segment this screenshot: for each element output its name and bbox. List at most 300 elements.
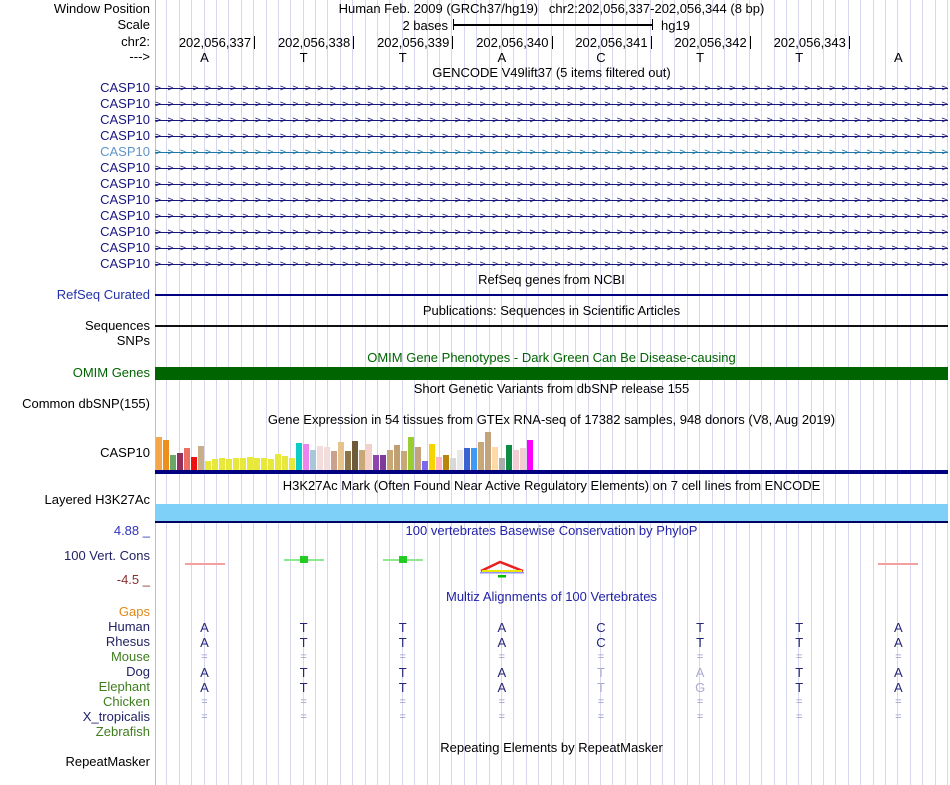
strand-arrow-icon: > — [242, 195, 249, 206]
gencode-transcript-label[interactable]: CASP10 — [100, 160, 150, 175]
gtex-tissue-bar[interactable] — [170, 455, 176, 470]
gencode-transcript-arrows[interactable] — [155, 115, 948, 126]
multiz-species-label[interactable]: Human — [108, 619, 150, 634]
strand-arrow-icon: > — [417, 243, 424, 254]
strand-arrow-icon: > — [591, 227, 598, 238]
gtex-tissue-bar[interactable] — [303, 444, 309, 470]
strand-arrow-icon: > — [579, 131, 586, 142]
strand-arrow-icon: > — [554, 179, 561, 190]
gencode-transcript-label[interactable]: CASP10 — [100, 128, 150, 143]
strand-arrow-icon: > — [229, 83, 236, 94]
strand-arrow-icon: > — [779, 243, 786, 254]
strand-arrow-icon: > — [766, 227, 773, 238]
strand-arrow-icon: > — [317, 179, 324, 190]
gtex-tissue-bar[interactable] — [163, 440, 169, 470]
strand-arrow-icon: > — [891, 227, 898, 238]
strand-arrow-icon: > — [666, 115, 673, 126]
strand-arrow-icon: > — [741, 195, 748, 206]
multiz-alignment-cell: T — [696, 620, 705, 635]
strand-arrow-icon: > — [941, 179, 948, 190]
gencode-transcript-arrows[interactable] — [155, 99, 948, 110]
strand-arrow-icon: > — [279, 99, 286, 110]
strand-arrow-icon: > — [417, 227, 424, 238]
gencode-transcript-label[interactable]: CASP10 — [100, 208, 150, 223]
strand-arrow-icon: > — [929, 211, 936, 222]
strand-arrow-icon: > — [242, 99, 249, 110]
gtex-tissue-bar[interactable] — [513, 450, 519, 470]
strand-arrow-icon: > — [167, 195, 174, 206]
strand-arrow-icon: > — [292, 147, 299, 158]
strand-arrow-icon: > — [741, 83, 748, 94]
gtex-tissue-bar[interactable] — [387, 450, 393, 470]
strand-arrow-icon: > — [492, 163, 499, 174]
multiz-alignment-cell: T — [299, 620, 308, 635]
strand-arrow-icon: > — [317, 99, 324, 110]
strand-arrow-icon: > — [854, 99, 861, 110]
strand-arrow-icon: > — [479, 99, 486, 110]
strand-arrow-icon: > — [766, 211, 773, 222]
strand-arrow-icon: > — [529, 211, 536, 222]
refseq-curated-line[interactable] — [155, 294, 948, 296]
strand-arrow-icon: > — [829, 115, 836, 126]
strand-arrow-icon: > — [679, 163, 686, 174]
strand-arrow-icon: > — [155, 83, 162, 94]
strand-arrow-icon: > — [442, 147, 449, 158]
gtex-tissue-bar[interactable] — [261, 458, 267, 470]
strand-arrow-icon: > — [254, 227, 261, 238]
strand-arrow-icon: > — [866, 163, 873, 174]
strand-arrow-icon: > — [579, 115, 586, 126]
gencode-transcript-arrows[interactable] — [155, 83, 948, 94]
multiz-alignment-cell: = — [597, 651, 605, 663]
gencode-transcript-arrows[interactable] — [155, 243, 948, 254]
gencode-transcript-label[interactable]: CASP10 — [100, 80, 150, 95]
gtex-tissue-bar[interactable] — [492, 447, 498, 470]
gtex-tissue-bar[interactable] — [317, 446, 323, 470]
strand-arrow-icon: > — [591, 211, 598, 222]
gtex-tissue-bar[interactable] — [373, 455, 379, 470]
strand-arrow-icon: > — [492, 83, 499, 94]
strand-arrow-icon: > — [179, 131, 186, 142]
strand-arrow-icon: > — [329, 211, 336, 222]
strand-arrow-icon: > — [454, 147, 461, 158]
strand-arrow-icon: > — [467, 131, 474, 142]
strand-arrow-icon: > — [754, 163, 761, 174]
strand-arrow-icon: > — [654, 227, 661, 238]
refseq-curated-label[interactable]: RefSeq Curated — [56, 287, 150, 302]
multiz-alignment-cell: = — [201, 651, 208, 663]
strand-arrow-icon: > — [267, 131, 274, 142]
strand-arrow-icon: > — [542, 147, 549, 158]
strand-arrow-icon: > — [654, 99, 661, 110]
strand-arrow-icon: > — [779, 179, 786, 190]
multiz-species-label[interactable]: Elephant — [98, 679, 150, 694]
strand-arrow-icon: > — [267, 211, 274, 222]
gencode-transcript-label[interactable]: CASP10 — [100, 176, 150, 191]
gtex-tissue-bar[interactable] — [464, 448, 470, 470]
strand-arrow-icon: > — [492, 115, 499, 126]
strand-arrow-icon: > — [404, 147, 411, 158]
phylop-min-label: -4.5 _ — [116, 572, 150, 587]
strand-arrow-icon: > — [155, 115, 162, 126]
strand-arrow-icon: > — [254, 179, 261, 190]
multiz-species-label[interactable]: Chicken — [103, 694, 150, 709]
multiz-species-label[interactable]: Dog — [126, 664, 150, 679]
strand-arrow-icon: > — [192, 259, 199, 270]
strand-arrow-icon: > — [404, 227, 411, 238]
gtex-tissue-bar[interactable] — [478, 442, 484, 470]
strand-arrow-icon: > — [554, 131, 561, 142]
gencode-transcript-arrows[interactable] — [155, 211, 948, 222]
strand-arrow-icon: > — [891, 115, 898, 126]
strand-arrow-icon: > — [804, 99, 811, 110]
strand-arrow-icon: > — [267, 147, 274, 158]
strand-arrow-icon: > — [679, 83, 686, 94]
sequences-label[interactable]: Sequences — [84, 318, 150, 333]
gtex-tissue-bar[interactable] — [254, 458, 260, 470]
strand-arrow-icon: > — [604, 99, 611, 110]
strand-arrow-icon: > — [504, 243, 511, 254]
strand-arrow-icon: > — [429, 163, 436, 174]
strand-arrow-icon: > — [591, 83, 598, 94]
gencode-transcript-label[interactable]: CASP10 — [100, 144, 150, 159]
strand-arrow-icon: > — [941, 83, 948, 94]
strand-arrow-icon: > — [816, 147, 823, 158]
gtex-tissue-bar[interactable] — [352, 441, 358, 470]
strand-arrow-icon: > — [392, 211, 399, 222]
omim-genes-bar[interactable] — [155, 367, 948, 380]
strand-arrow-icon: > — [217, 179, 224, 190]
strand-arrow-icon: > — [392, 227, 399, 238]
strand-arrow-icon: > — [379, 163, 386, 174]
strand-arrow-icon: > — [766, 243, 773, 254]
strand-arrow-icon: > — [816, 163, 823, 174]
strand-arrow-icon: > — [467, 163, 474, 174]
strand-arrow-icon: > — [517, 259, 524, 270]
strand-arrow-icon: > — [442, 131, 449, 142]
repeatmasker-title: Repeating Elements by RepeatMasker — [440, 740, 663, 755]
strand-arrow-icon: > — [929, 115, 936, 126]
gtex-tissue-bar[interactable] — [184, 448, 190, 470]
gtex-tissue-bar[interactable] — [177, 453, 183, 470]
strand-arrow-icon: > — [829, 147, 836, 158]
strand-arrow-icon: > — [604, 179, 611, 190]
strand-arrow-icon: > — [155, 179, 162, 190]
strand-arrow-icon: > — [367, 147, 374, 158]
strand-arrow-icon: > — [604, 83, 611, 94]
gtex-tissue-bar[interactable] — [450, 458, 456, 470]
strand-arrow-icon: > — [691, 179, 698, 190]
strand-arrow-icon: > — [204, 115, 211, 126]
gtex-tissue-bar[interactable] — [240, 458, 246, 470]
strand-arrow-icon: > — [204, 195, 211, 206]
strand-arrow-icon: > — [829, 211, 836, 222]
strand-arrow-icon: > — [866, 211, 873, 222]
strand-arrow-icon: > — [354, 211, 361, 222]
coordinate-tick — [750, 36, 751, 49]
strand-arrow-icon: > — [704, 259, 711, 270]
strand-arrow-icon: > — [879, 227, 886, 238]
gtex-tissue-bar[interactable] — [324, 447, 330, 470]
strand-arrow-icon: > — [679, 259, 686, 270]
multiz-alignment-cell: = — [498, 711, 506, 723]
strand-arrow-icon: > — [654, 163, 661, 174]
strand-arrow-icon: > — [204, 243, 211, 254]
gencode-transcript-arrows[interactable] — [155, 131, 948, 142]
gencode-transcript-label[interactable]: CASP10 — [100, 240, 150, 255]
strand-arrow-icon: > — [329, 99, 336, 110]
gtex-tissue-bar[interactable] — [415, 447, 421, 470]
coordinate-label: 202,056,338 — [277, 35, 351, 50]
strand-arrow-icon: > — [666, 211, 673, 222]
strand-arrow-icon: > — [279, 227, 286, 238]
strand-arrow-icon: > — [791, 179, 798, 190]
gtex-gene-label[interactable]: CASP10 — [100, 445, 150, 460]
coordinate-label: 202,056,343 — [773, 35, 846, 50]
strand-arrow-icon: > — [155, 131, 162, 142]
gtex-tissue-bar[interactable] — [422, 461, 428, 470]
strand-arrow-icon: > — [329, 131, 336, 142]
strand-arrow-icon: > — [654, 211, 661, 222]
gtex-tissue-bar[interactable] — [233, 458, 239, 470]
multiz-species-label[interactable]: Zebrafish — [95, 724, 150, 739]
strand-arrow-icon: > — [704, 163, 711, 174]
gencode-transcript-arrows[interactable] — [155, 195, 948, 206]
strand-arrow-icon: > — [566, 211, 574, 222]
h3k27ac-title: H3K27Ac Mark (Often Found Near Active Regulatory Elements) on 7 cell lines from ENCODE — [282, 478, 821, 493]
strand-arrow-icon: > — [766, 83, 773, 94]
gtex-tissue-bar[interactable] — [338, 442, 344, 470]
gtex-tissue-bar[interactable] — [205, 461, 211, 470]
strand-arrow-icon: > — [417, 115, 424, 126]
gtex-tissue-bar[interactable] — [436, 457, 442, 470]
strand-arrow-icon: > — [854, 243, 861, 254]
gtex-tissue-bar[interactable] — [359, 450, 365, 470]
strand-arrow-icon: > — [704, 227, 711, 238]
strand-arrow-icon: > — [616, 243, 623, 254]
strand-arrow-icon: > — [754, 227, 761, 238]
gtex-tissue-bar[interactable] — [331, 451, 337, 470]
base-letter: T — [696, 50, 705, 65]
strand-arrow-icon: > — [454, 211, 461, 222]
strand-arrow-icon: > — [654, 83, 661, 94]
strand-arrow-icon: > — [292, 83, 299, 94]
strand-arrow-icon: > — [691, 163, 698, 174]
strand-arrow-icon: > — [542, 259, 549, 270]
strand-arrow-icon: > — [167, 163, 174, 174]
gtex-tissue-bar[interactable] — [289, 458, 295, 470]
strand-arrow-icon: > — [304, 243, 311, 254]
strand-arrow-icon: > — [941, 99, 948, 110]
strand-arrow-icon: > — [941, 147, 948, 158]
gencode-transcript-label[interactable]: CASP10 — [100, 224, 150, 239]
strand-arrow-icon: > — [666, 195, 673, 206]
strand-arrow-icon: > — [242, 227, 249, 238]
strand-arrow-icon: > — [866, 243, 873, 254]
strand-arrow-icon: > — [242, 211, 249, 222]
strand-arrow-icon: > — [254, 99, 261, 110]
strand-arrow-icon: > — [267, 83, 274, 94]
gencode-transcript-label[interactable]: CASP10 — [100, 96, 150, 111]
strand-arrow-icon: > — [629, 259, 636, 270]
strand-arrow-icon: > — [866, 83, 873, 94]
gencode-title: GENCODE V49lift37 (5 items filtered out) — [432, 65, 671, 80]
strand-arrow-icon: > — [379, 243, 386, 254]
strand-arrow-icon: > — [292, 227, 299, 238]
strand-arrow-icon: > — [442, 83, 449, 94]
multiz-alignment-cell: = — [895, 696, 902, 708]
gtex-tissue-bar[interactable] — [401, 451, 407, 470]
gtex-tissue-bar[interactable] — [499, 458, 505, 470]
omim-genes-label[interactable]: OMIM Genes — [72, 365, 150, 380]
gencode-transcript-arrows[interactable] — [155, 259, 948, 270]
strand-arrow-icon: > — [229, 243, 236, 254]
strand-arrow-icon: > — [404, 211, 411, 222]
strand-arrow-icon: > — [254, 83, 261, 94]
strand-arrow-icon: > — [204, 147, 211, 158]
gtex-tissue-bar[interactable] — [296, 443, 302, 470]
strand-arrow-icon: > — [367, 179, 374, 190]
strand-arrow-icon: > — [791, 211, 798, 222]
strand-arrow-icon: > — [342, 211, 349, 222]
repeatmasker-label[interactable]: RepeatMasker — [65, 754, 150, 769]
strand-arrow-icon: > — [616, 147, 623, 158]
strand-arrow-icon: > — [454, 131, 461, 142]
gencode-transcript-label[interactable]: CASP10 — [100, 256, 150, 271]
strand-arrow-icon: > — [816, 83, 823, 94]
strand-arrow-icon: > — [829, 163, 836, 174]
strand-arrow-icon: > — [342, 179, 349, 190]
gtex-tissue-bar[interactable] — [226, 459, 232, 470]
strand-arrow-icon: > — [616, 227, 623, 238]
strand-arrow-icon: > — [716, 83, 723, 94]
multiz-species-label[interactable]: Gaps — [118, 604, 150, 619]
coordinate-tick — [552, 36, 553, 49]
strand-arrow-icon: > — [891, 195, 898, 206]
gencode-transcript-arrows[interactable] — [155, 227, 948, 238]
strand-arrow-icon: > — [542, 179, 549, 190]
sequences-line[interactable] — [155, 325, 948, 327]
strand-arrow-icon: > — [254, 259, 261, 270]
strand-arrow-icon: > — [529, 147, 536, 158]
strand-arrow-icon: > — [604, 243, 611, 254]
strand-arrow-icon: > — [579, 211, 586, 222]
strand-arrow-icon: > — [329, 243, 336, 254]
strand-arrow-icon: > — [217, 147, 224, 158]
gtex-tissue-bar[interactable] — [191, 457, 197, 470]
strand-arrow-icon: > — [429, 195, 436, 206]
multiz-species-label[interactable]: Rhesus — [105, 634, 150, 649]
strand-arrow-icon: > — [866, 147, 873, 158]
strand-arrow-icon: > — [404, 83, 411, 94]
gtex-tissue-bar[interactable] — [198, 446, 204, 470]
gtex-tissue-bar[interactable] — [366, 444, 372, 470]
strand-arrow-icon: > — [566, 115, 574, 126]
strand-arrow-icon: > — [804, 83, 811, 94]
gtex-tissue-bar[interactable] — [268, 459, 274, 470]
strand-arrow-icon: > — [591, 179, 598, 190]
coordinate-tick — [849, 36, 850, 49]
multiz-alignment-cell: C — [596, 620, 606, 635]
gtex-tissue-bar[interactable] — [345, 451, 351, 470]
gtex-tissue-bar[interactable] — [506, 445, 512, 470]
multiz-species-label[interactable]: Mouse — [110, 649, 150, 664]
strand-arrow-icon: > — [916, 211, 923, 222]
base-letter: T — [299, 50, 308, 65]
strand-arrow-icon: > — [641, 163, 648, 174]
gtex-tissue-bar[interactable] — [457, 450, 463, 470]
gtex-tissue-bar[interactable] — [219, 458, 225, 470]
strand-arrow-icon: > — [941, 195, 948, 206]
gtex-tissue-bar[interactable] — [275, 454, 281, 470]
strand-arrow-icon: > — [766, 115, 773, 126]
gtex-tissue-bar[interactable] — [282, 456, 288, 470]
gtex-tissue-bar[interactable] — [394, 445, 400, 470]
strand-arrow-icon: > — [392, 259, 399, 270]
gtex-tissue-bar[interactable] — [212, 459, 218, 470]
gtex-tissue-bar[interactable] — [527, 440, 533, 470]
gtex-tissue-bar[interactable] — [247, 457, 253, 470]
strand-arrow-icon: > — [279, 195, 286, 206]
strand-arrow-icon: > — [542, 211, 549, 222]
vert-cons-label[interactable]: 100 Vert. Cons — [64, 548, 150, 563]
gtex-tissue-bar[interactable] — [485, 432, 491, 470]
gtex-tissue-bar[interactable] — [380, 455, 386, 470]
gencode-transcript-arrows[interactable] — [155, 163, 948, 174]
snps-label[interactable]: SNPs — [116, 333, 150, 348]
strand-arrow-icon: > — [729, 211, 736, 222]
strand-arrow-icon: > — [504, 211, 511, 222]
gtex-tissue-bar[interactable] — [520, 448, 526, 470]
gencode-transcript-label[interactable]: CASP10 — [100, 112, 150, 127]
multiz-alignment-cell: T — [398, 635, 407, 650]
strand-arrow-icon: > — [304, 83, 311, 94]
strand-arrow-icon: > — [279, 115, 286, 126]
strand-arrow-icon: > — [554, 243, 561, 254]
strand-arrow-icon: > — [904, 243, 911, 254]
multiz-species-label[interactable]: X_tropicalis — [82, 709, 150, 724]
phylop-dot-mark — [300, 556, 308, 563]
gtex-tissue-bar[interactable] — [443, 455, 449, 470]
strand-arrow-icon: > — [554, 259, 561, 270]
strand-arrow-icon: > — [654, 131, 661, 142]
strand-arrow-icon: > — [167, 115, 174, 126]
gencode-transcript-arrows[interactable] — [155, 147, 948, 158]
gtex-title: Gene Expression in 54 tissues from GTEx RNA-seq of 17382 samples, 948 donors (V8, Aug 2019) — [267, 412, 836, 427]
h3k27ac-bar[interactable] — [155, 504, 948, 521]
gtex-tissue-bar[interactable] — [156, 437, 162, 470]
strand-arrow-icon: > — [442, 227, 449, 238]
strand-arrow-icon: > — [192, 179, 199, 190]
gencode-transcript-arrows[interactable] — [155, 179, 948, 190]
gtex-tissue-bar[interactable] — [408, 437, 414, 470]
assembly-label: hg19 — [661, 18, 690, 33]
strand-arrow-icon: > — [691, 227, 698, 238]
strand-arrow-icon: > — [204, 163, 211, 174]
layered-h3k27ac-label[interactable]: Layered H3K27Ac — [44, 492, 150, 507]
coordinate-label: 202,056,340 — [476, 35, 549, 50]
gtex-tissue-bar[interactable] — [471, 448, 477, 470]
common-dbsnp-label[interactable]: Common dbSNP(155) — [22, 396, 150, 411]
strand-arrow-icon: > — [929, 179, 936, 190]
gencode-transcript-label[interactable]: CASP10 — [100, 192, 150, 207]
gtex-tissue-bar[interactable] — [310, 450, 316, 470]
strand-arrow-icon: > — [354, 83, 361, 94]
gtex-tissue-bar[interactable] — [429, 444, 435, 470]
strand-arrow-icon: > — [179, 243, 186, 254]
strand-arrow-icon: > — [591, 259, 598, 270]
strand-arrow-icon: > — [354, 131, 361, 142]
